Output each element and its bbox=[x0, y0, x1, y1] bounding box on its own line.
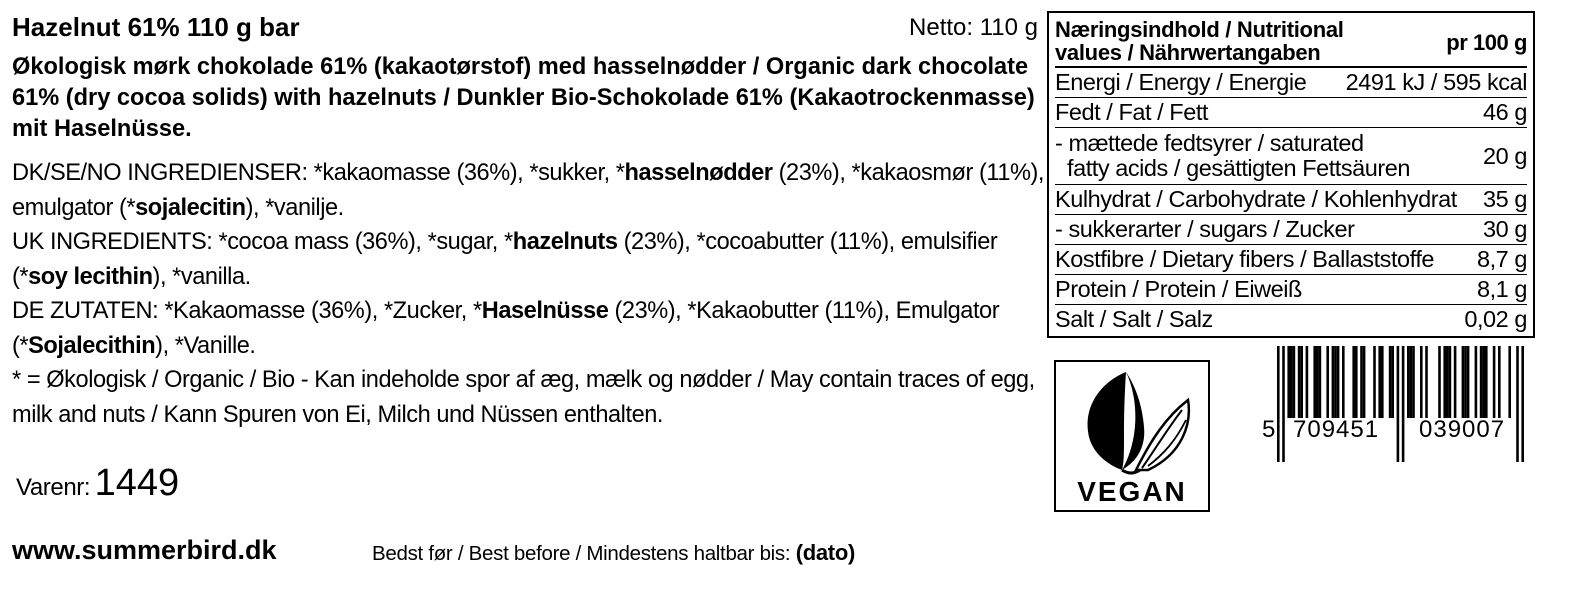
nutrition-row bbox=[1055, 275, 1527, 305]
barcode-bar bbox=[1425, 346, 1428, 418]
barcode-bar bbox=[1464, 346, 1467, 418]
nutrition-label: - sukkerarter / sugars / Zucker bbox=[1055, 216, 1355, 242]
nutrition-header bbox=[1055, 18, 1527, 68]
nutrition-table bbox=[1047, 11, 1535, 338]
barcode-bar bbox=[1334, 346, 1337, 418]
barcode-bar bbox=[1482, 346, 1485, 418]
item-number-label: Varenr: bbox=[16, 474, 91, 501]
barcode-bar bbox=[1378, 346, 1381, 418]
nutrition-title-line2: values / Nährwertangaben bbox=[1055, 40, 1321, 65]
barcode-bar bbox=[1521, 346, 1524, 462]
barcode-bar bbox=[1485, 346, 1488, 418]
barcode-bar bbox=[1498, 346, 1501, 418]
barcode-bar bbox=[1352, 346, 1355, 418]
barcode-bar bbox=[1412, 346, 1415, 418]
barcode-bar bbox=[1363, 346, 1366, 418]
nutrition-value: 0,02 g bbox=[1464, 306, 1527, 332]
ingredients-de: DE ZUTATEN: *Kakaomasse (36%), *Zucker, *Haselnüsse (23%), *Kakaobutter (11%), Emulgator (*Sojalecithin), *Vanille. bbox=[12, 298, 1000, 359]
nutrition-label: Protein / Protein / Eiweiß bbox=[1055, 276, 1302, 302]
barcode-bar bbox=[1475, 346, 1478, 418]
barcode-bar bbox=[1293, 346, 1296, 418]
nutrition-row bbox=[1055, 215, 1527, 245]
barcode-bar bbox=[1332, 346, 1335, 418]
barcode-bar bbox=[1287, 346, 1290, 418]
barcode-bar bbox=[1306, 346, 1309, 418]
barcode-bar bbox=[1290, 346, 1293, 418]
barcode-bar bbox=[1282, 346, 1285, 462]
nutrition-label: Salt / Salt / Salz bbox=[1055, 306, 1213, 332]
vegan-text: VEGAN bbox=[1077, 476, 1187, 507]
item-number-value: 1449 bbox=[94, 462, 180, 504]
ingredients-block bbox=[12, 156, 1052, 432]
allergen-note: * = Økologisk / Organic / Bio - Kan indeholde spor af æg, mælk og nødder / May contain traces of egg, milk and nuts / Kann Spuren von Ei, Milch und Nüssen enthalten. bbox=[12, 367, 1035, 428]
nutrition-value: 20 g bbox=[1483, 142, 1527, 169]
nutrition-value: 30 g bbox=[1483, 216, 1527, 242]
nutrition-label-line1: - mættede fedtsyrer / saturated bbox=[1055, 130, 1364, 156]
nutrition-label bbox=[1055, 131, 1410, 181]
ingredients-uk: UK INGREDIENTS: *cocoa mass (36%), *sugar, *hazelnuts (23%), *cocoabutter (11%), emulsifier (*soy lecithin), *vanilla. bbox=[12, 229, 998, 290]
nutrition-title bbox=[1055, 18, 1344, 64]
nutrition-row bbox=[1055, 185, 1527, 215]
barcode-bar bbox=[1446, 346, 1449, 418]
barcode-bar bbox=[1316, 346, 1319, 418]
nutrition-title-line1: Næringsindhold / Nutritional bbox=[1055, 17, 1344, 42]
barcode-bar bbox=[1420, 346, 1423, 418]
barcode-bar bbox=[1326, 346, 1329, 418]
best-before-value: (dato) bbox=[795, 540, 855, 565]
nutrition-label: Fedt / Fat / Fett bbox=[1055, 99, 1208, 125]
barcode-bar bbox=[1337, 346, 1340, 418]
barcode-bar bbox=[1397, 346, 1400, 462]
barcode-bar bbox=[1407, 346, 1410, 418]
barcode-bar bbox=[1402, 346, 1405, 462]
nutrition-value: 8,1 g bbox=[1476, 276, 1527, 302]
barcode-bar bbox=[1391, 346, 1394, 418]
barcode-bar bbox=[1508, 346, 1511, 418]
barcode-bar bbox=[1319, 346, 1322, 418]
barcode-bar bbox=[1373, 346, 1376, 418]
product-title: Hazelnut 61% 110 g bar bbox=[12, 12, 300, 42]
barcode-bar bbox=[1389, 346, 1392, 418]
barcode bbox=[1262, 346, 1537, 464]
barcode-bar bbox=[1480, 346, 1483, 418]
nutrition-value: 8,7 g bbox=[1476, 246, 1527, 272]
barcode-bar bbox=[1298, 346, 1301, 418]
barcode-bar bbox=[1516, 346, 1519, 462]
product-description: Økologisk mørk chokolade 61% (kakaotørstof) med hasselnødder / Organic dark chocolate 61% (dry cocoa solids) with hazelnuts / Dunkler Bio-Schokolade 61% (Kakaotrockenmasse) mit Haselnüsse. bbox=[12, 54, 1035, 142]
barcode-bar bbox=[1355, 346, 1358, 418]
barcode-left-group: 709451 bbox=[1293, 416, 1380, 443]
barcode-bar bbox=[1493, 346, 1496, 418]
barcode-bar bbox=[1449, 346, 1452, 418]
barcode-bar bbox=[1454, 346, 1457, 418]
best-before-label: Bedst før / Best before / Mindestens haltbar bis: bbox=[372, 542, 791, 565]
nutrition-label: Kostfibre / Dietary fibers / Ballaststoffe bbox=[1055, 246, 1435, 272]
barcode-bar bbox=[1277, 346, 1280, 462]
best-before bbox=[372, 540, 855, 566]
barcode-bars bbox=[1262, 346, 1537, 464]
barcode-bar bbox=[1438, 346, 1441, 418]
nutrition-value: 35 g bbox=[1483, 186, 1527, 212]
nutrition-row bbox=[1055, 98, 1527, 128]
nutrition-value: 46 g bbox=[1483, 99, 1527, 125]
nutrition-label: Energi / Energy / Energie bbox=[1055, 69, 1307, 95]
barcode-first-digit: 5 bbox=[1262, 416, 1277, 443]
vegan-logo bbox=[1054, 360, 1210, 512]
nutrition-row bbox=[1055, 305, 1527, 334]
nutrition-label-line2: fatty acids / gesättigten Fettsäuren bbox=[1067, 155, 1411, 181]
ingredients-dk: DK/SE/NO INGREDIENSER: *kakaomasse (36%), *sukker, *hasselnødder (23%), *kakaosmør (11%), emulgator (*sojalecitin), *vanilje. bbox=[12, 160, 1045, 221]
barcode-bar bbox=[1313, 346, 1316, 418]
barcode-bar bbox=[1443, 346, 1446, 418]
nutrition-row bbox=[1055, 245, 1527, 275]
barcode-right-group: 039007 bbox=[1419, 416, 1506, 443]
barcode-bar bbox=[1342, 346, 1345, 418]
nutrition-value: 2491 kJ / 595 kcal bbox=[1345, 69, 1527, 95]
nutrition-per-100g: pr 100 g bbox=[1446, 30, 1527, 55]
nutrition-label: Kulhydrat / Carbohydrate / Kohlenhydrat bbox=[1055, 186, 1457, 212]
net-weight: Netto: 110 g bbox=[909, 14, 1038, 41]
barcode-bar bbox=[1381, 346, 1384, 418]
leaf-icon bbox=[1056, 362, 1208, 477]
barcode-bar bbox=[1360, 346, 1363, 418]
item-number bbox=[16, 462, 179, 505]
website: www.summerbird.dk bbox=[12, 535, 277, 565]
nutrition-row bbox=[1055, 68, 1527, 98]
barcode-bar bbox=[1462, 346, 1465, 418]
nutrition-row bbox=[1055, 128, 1527, 185]
barcode-bar bbox=[1467, 346, 1470, 418]
barcode-bar bbox=[1300, 346, 1303, 418]
barcode-bar bbox=[1410, 346, 1413, 418]
